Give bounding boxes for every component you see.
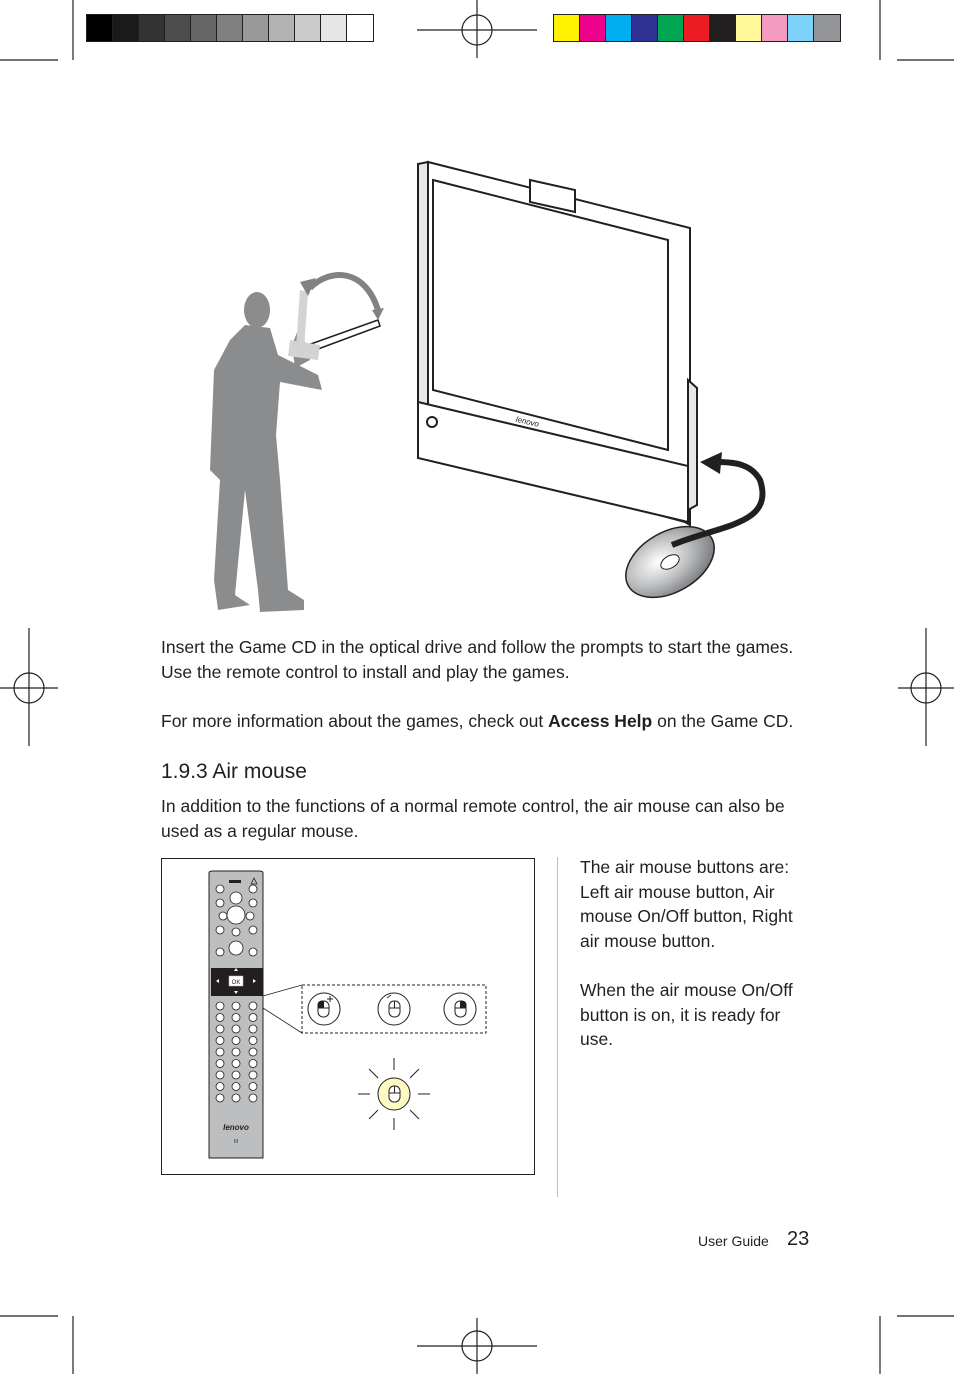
remote-key — [249, 1083, 257, 1091]
remote-key — [232, 1037, 240, 1045]
more-info-suffix: on the Game CD. — [652, 711, 794, 731]
section-title: 1.9.3 Air mouse — [161, 760, 307, 783]
remote-key — [232, 1083, 240, 1091]
motion-ghost — [288, 290, 320, 360]
remote-key — [216, 1002, 224, 1010]
section-intro — [161, 794, 821, 843]
remote-key — [232, 1094, 240, 1102]
side-para2-line-2: button is on, it is ready for — [580, 1004, 781, 1025]
remote-model-mark: III — [233, 1139, 239, 1145]
side-para1-line-1: The air mouse buttons are: — [580, 857, 790, 877]
remote-key — [232, 1025, 240, 1033]
remote-key — [216, 1071, 224, 1079]
registration-target-right — [896, 628, 954, 748]
remote-key — [216, 1048, 224, 1056]
remote-key — [216, 1025, 224, 1033]
intro-paragraph — [161, 635, 821, 684]
side-para2-line-1: When the air mouse On/Off — [580, 980, 793, 1000]
remote-key — [249, 1071, 257, 1079]
remote-key — [216, 1060, 224, 1068]
remote-key — [216, 1094, 224, 1102]
access-help-term: Access Help — [548, 711, 653, 731]
left-air-mouse-button-icon — [308, 993, 340, 1025]
remote-key — [249, 1002, 257, 1010]
monitor-logo: lenovo — [514, 414, 540, 429]
remote-key — [232, 1002, 240, 1010]
registration-target-bottom — [417, 1316, 537, 1376]
all-in-one-monitor — [418, 162, 697, 525]
game-cd — [613, 512, 726, 612]
game-setup-illustration — [200, 150, 800, 620]
remote-key — [249, 1060, 257, 1068]
remote-key — [216, 1083, 224, 1091]
more-info-paragraph — [161, 709, 821, 734]
air-mouse-on-off-button-icon — [378, 993, 410, 1025]
remote-key — [216, 1037, 224, 1045]
registration-target-top — [417, 0, 537, 60]
remote-control — [209, 871, 263, 1158]
right-air-mouse-button-icon — [444, 993, 476, 1025]
remote-key — [232, 1048, 240, 1056]
remote-key — [249, 1037, 257, 1045]
section-intro-line-2: used as a regular mouse. — [161, 820, 359, 841]
remote-key — [232, 1071, 240, 1079]
remote-key — [249, 1025, 257, 1033]
side-para1-line-2: Left air mouse button, Air — [580, 881, 775, 902]
air-mouse-figure — [161, 858, 535, 1175]
side-para2-line-3: use. — [580, 1029, 614, 1049]
motion-arrow — [310, 275, 378, 310]
remote-ok-label: OK — [231, 980, 241, 986]
remote-key — [249, 1014, 257, 1022]
footer-label: User Guide — [698, 1233, 769, 1249]
person-silhouette — [210, 292, 322, 612]
registration-target-left — [0, 628, 60, 748]
intro-line-2: Use the remote control to install and play the games. — [161, 661, 570, 682]
air-mouse-buttons-description — [580, 855, 810, 953]
column-divider — [557, 857, 558, 1197]
remote-key — [232, 1060, 240, 1068]
remote-key — [249, 1048, 257, 1056]
more-info-prefix: For more information about the games, check out — [161, 711, 549, 731]
air-mouse-ready-description — [580, 978, 810, 1052]
remote-key — [232, 1014, 240, 1022]
section-intro-line-1: In addition to the functions of a normal remote control, the air mouse can also be — [161, 796, 785, 816]
page-number: 23 — [787, 1228, 810, 1250]
remote-key — [249, 1094, 257, 1102]
side-para1-line-4: air mouse button. — [580, 930, 716, 951]
intro-line-1: Insert the Game CD in the optical drive and follow the prompts to start the games. — [161, 637, 794, 657]
side-para1-line-3: mouse On/Off button, Right — [580, 906, 793, 926]
remote-key — [216, 1014, 224, 1022]
remote-logo: lenovo — [223, 1123, 249, 1132]
